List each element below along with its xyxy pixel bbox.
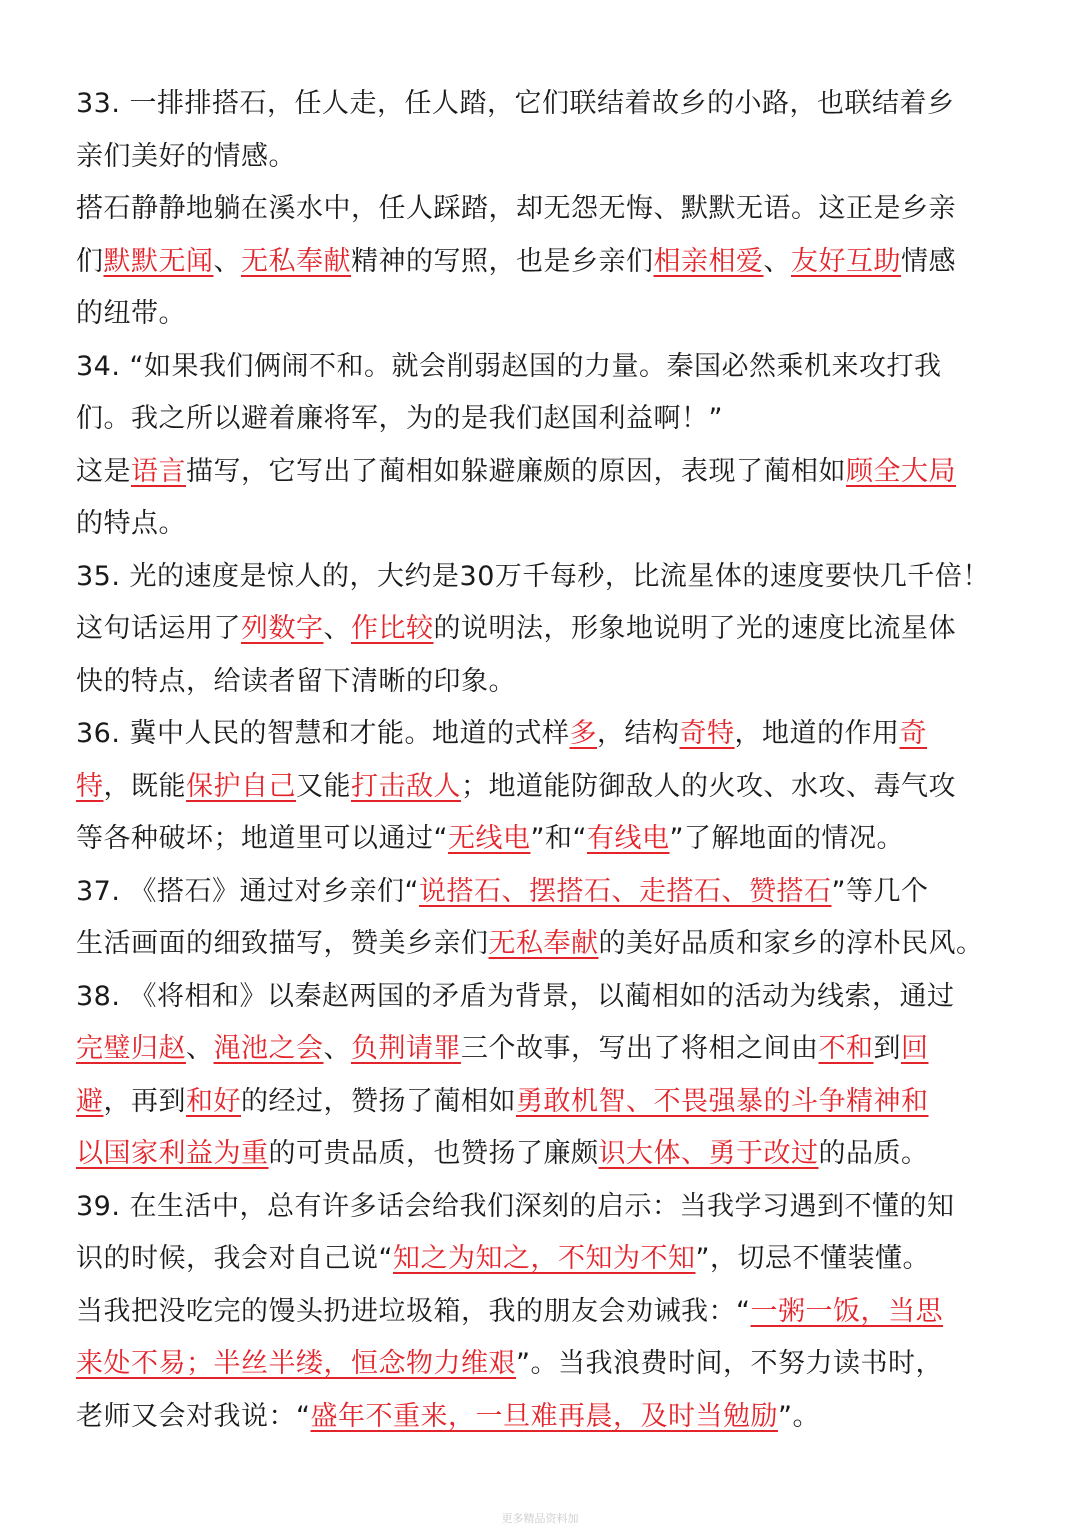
text-segment: 又能 — [296, 770, 351, 802]
text-segment: 亲们美好的情感。 — [76, 140, 296, 172]
text-segment: 的可贵品质，也赞扬了廉颇 — [268, 1138, 599, 1169]
answer-highlight: 避 — [76, 1085, 104, 1117]
text-line — [76, 1338, 1016, 1391]
item-33 — [76, 78, 1016, 341]
text-segment: 搭石静静地躺在溪水中，任人踩踏，却无怨无悔、默默无语。这正是乡亲 — [76, 193, 956, 224]
answer-highlight: 和好 — [186, 1085, 241, 1117]
text-line — [76, 1391, 1016, 1444]
text-segment: 等各种破坏；地道里可以通过“ — [76, 823, 448, 854]
text-segment: 的美好品质和家乡的淳朴民风。 — [598, 928, 984, 959]
text-segment: 33. 一排排搭石，任人走，任人踏，它们联结着故乡的小路，也联结着乡 — [76, 88, 955, 119]
text-line — [76, 1233, 1016, 1286]
answer-highlight: 一粥一饭，当思 — [750, 1295, 943, 1327]
answer-highlight: 渑池之会 — [213, 1033, 324, 1064]
footer-watermark: 更多精品资料加 — [501, 1512, 579, 1525]
text-line — [76, 341, 1016, 394]
text-segment: 们。我之所以避着廉将军，为的是我们赵国利益啊！” — [76, 403, 723, 434]
text-line — [76, 813, 1016, 866]
answer-highlight: 奇特 — [679, 718, 735, 749]
answer-highlight: 保护自己 — [186, 770, 296, 802]
answer-highlight: 盛年不重来，一旦难再晨，及时当勉励 — [310, 1400, 778, 1432]
text-segment: ”。当我浪费时间，不努力读书时， — [516, 1348, 943, 1379]
text-segment: 这句话运用了 — [76, 613, 241, 644]
text-segment: ，结构 — [597, 718, 680, 749]
text-segment: ”和“ — [530, 823, 587, 854]
answer-highlight: 奇 — [899, 718, 928, 749]
answer-highlight: 识大体、勇于改过 — [598, 1138, 819, 1169]
text-segment: ”，切忌不懂装懂。 — [695, 1243, 930, 1274]
text-segment: 、 — [323, 613, 351, 644]
text-segment: 、 — [186, 1033, 214, 1064]
answer-highlight: 特 — [76, 770, 104, 802]
answer-highlight: 勇敢机智、不畏强暴的斗争精神和 — [516, 1085, 929, 1117]
text-segment: ，地道的作用 — [734, 718, 900, 749]
answer-highlight: 有线电 — [586, 823, 670, 854]
text-line — [76, 656, 1016, 709]
text-segment: 这是 — [76, 455, 131, 487]
text-segment: 的品质。 — [818, 1138, 929, 1169]
answer-highlight: 打击敌人 — [351, 770, 461, 802]
text-segment: 34. “如果我们俩闹不和。就会削弱赵国的力量。秦国必然乘机来攻打我 — [76, 350, 942, 382]
text-segment: 情感 — [901, 245, 956, 277]
answer-highlight: 相亲相爱 — [653, 245, 764, 277]
answer-highlight: 语言 — [131, 455, 186, 487]
item-36 — [76, 708, 1016, 866]
text-segment: 38. 《将相和》以秦赵两国的矛盾为背景，以蔺相如的活动为线索，通过 — [76, 980, 955, 1012]
text-segment: 识的时候，我会对自己说“ — [76, 1243, 393, 1274]
text-segment: 的经过，赞扬了蔺相如 — [241, 1085, 516, 1117]
answer-highlight: 说搭石、摆搭石、走搭石、赞搭石 — [419, 875, 832, 907]
answer-highlight: 顾全大局 — [846, 455, 956, 487]
answer-highlight: 以国家利益为重 — [76, 1138, 269, 1169]
item-39 — [76, 1181, 1016, 1444]
text-segment: ；地道能防御敌人的火攻、水攻、毒气攻 — [461, 770, 956, 802]
text-segment: 老师又会对我说：“ — [76, 1400, 311, 1432]
text-segment: ”。 — [778, 1400, 820, 1432]
text-line — [76, 1076, 1016, 1129]
text-line — [76, 866, 1016, 919]
text-line — [76, 498, 1016, 551]
answer-highlight: 无私奉献 — [241, 245, 351, 277]
answer-highlight: 不和 — [818, 1033, 874, 1064]
text-segment: 们 — [76, 245, 104, 277]
text-line — [76, 131, 1016, 184]
text-line — [76, 236, 1016, 289]
text-segment: 35. 光的速度是惊人的，大约是30万千每秒，比流星体的速度要快几千倍！ — [76, 560, 990, 592]
answer-highlight: 列数字 — [241, 613, 324, 644]
text-line — [76, 393, 1016, 446]
text-line — [76, 183, 1016, 236]
text-segment: 到 — [873, 1033, 901, 1064]
text-line — [76, 78, 1016, 131]
item-35 — [76, 551, 1016, 709]
text-segment: ，再到 — [103, 1085, 186, 1117]
text-line — [76, 551, 1016, 604]
text-line — [76, 1023, 1016, 1076]
text-segment: 的特点。 — [76, 508, 186, 539]
text-line — [76, 288, 1016, 341]
answer-highlight: 完璧归赵 — [76, 1033, 186, 1064]
text-segment: 37. 《搭石》通过对乡亲们“ — [76, 875, 420, 907]
item-38 — [76, 971, 1016, 1181]
text-line — [76, 1286, 1016, 1339]
text-segment: 的说明法，形象地说明了光的速度比流星体 — [433, 613, 956, 644]
text-line — [76, 446, 1016, 499]
answer-highlight: 友好互助 — [791, 245, 901, 277]
text-segment: 精神的写照，也是乡亲们 — [351, 245, 654, 277]
text-line — [76, 1128, 1016, 1181]
answer-highlight: 无线电 — [448, 823, 531, 854]
text-segment: 39. 在生活中，总有许多话会给我们深刻的启示：当我学习遇到不懂的知 — [76, 1190, 955, 1222]
text-segment: 当我把没吃完的馒头扔进垃圾箱，我的朋友会劝诫我：“ — [76, 1295, 751, 1327]
text-segment: 生活画面的细致描写，赞美乡亲们 — [76, 928, 489, 959]
answer-highlight: 作比较 — [351, 613, 434, 644]
text-segment: 、 — [323, 1033, 351, 1064]
text-line — [76, 708, 1016, 761]
answer-highlight: 无私奉献 — [488, 928, 599, 959]
answer-highlight: 来处不易；半丝半缕，恒念物力维艰 — [76, 1348, 516, 1379]
text-line — [76, 1181, 1016, 1234]
text-segment: 描写，它写出了蔺相如躲避廉颇的原因，表现了蔺相如 — [186, 455, 846, 487]
text-line — [76, 761, 1016, 814]
answer-highlight: 知之为知之，不知为不知 — [393, 1243, 696, 1274]
text-segment: 的纽带。 — [76, 298, 186, 329]
text-segment: 、 — [213, 245, 241, 277]
text-segment: ”了解地面的情况。 — [669, 823, 904, 854]
text-segment: 快的特点，给读者留下清晰的印象。 — [76, 665, 516, 697]
item-37 — [76, 866, 1016, 971]
text-segment: 、 — [763, 245, 791, 277]
text-line — [76, 603, 1016, 656]
text-segment: 三个故事，写出了将相之间由 — [461, 1033, 819, 1064]
text-line — [76, 971, 1016, 1024]
text-segment: 36. 冀中人民的智慧和才能。地道的式样 — [76, 718, 570, 749]
answer-highlight: 回 — [901, 1033, 929, 1064]
answer-highlight: 多 — [569, 718, 598, 749]
answer-highlight: 负荆请罪 — [351, 1033, 461, 1064]
text-segment: ，既能 — [103, 770, 186, 802]
study-notes-body — [76, 78, 1016, 1443]
item-34 — [76, 341, 1016, 551]
text-line — [76, 918, 1016, 971]
answer-highlight: 默默无闻 — [103, 245, 214, 277]
text-segment: ”等几个 — [831, 875, 929, 907]
